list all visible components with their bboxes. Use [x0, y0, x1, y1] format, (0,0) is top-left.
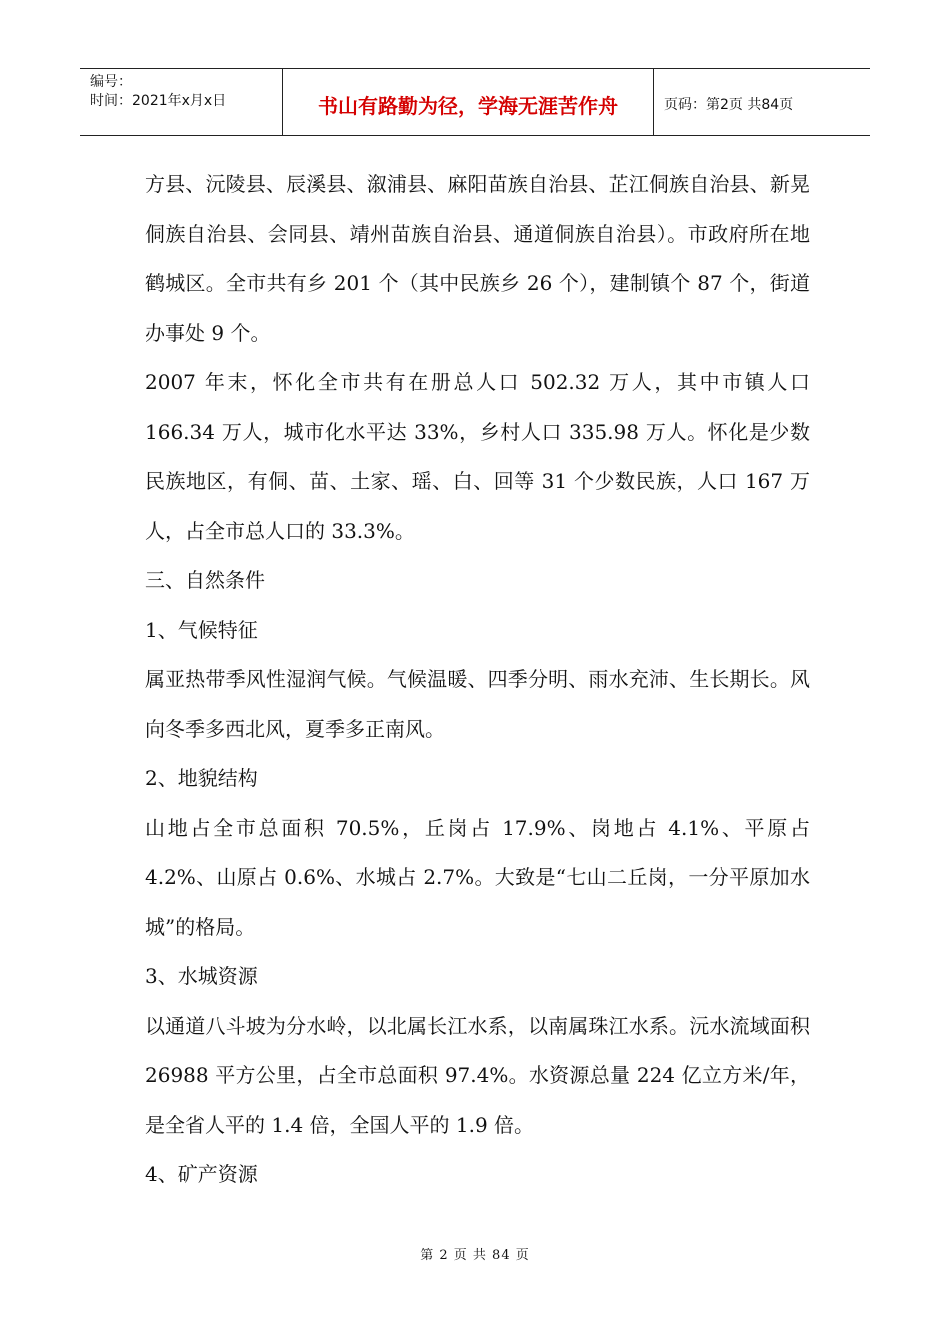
doc-date: 时间：2021年x月x日: [90, 93, 227, 109]
paragraph: 属亚热带季风性湿润气候。气候温暖、四季分明、雨水充沛、生长期长。风向冬季多西北风，夏季多正南风。: [145, 667, 810, 741]
header-motto: 书山有路勤为径，学海无涯苦作舟: [282, 69, 654, 135]
header-page-info: 页码：第2页 共84页: [664, 97, 794, 113]
paragraph: 以通道八斗坡为分水岭，以北属长江水系，以南属珠江水系。沅水流域面积 26988 平方公里，占全市总面积 97.4%。水资源总量 224 亿立方米/年，是全省人平的 1.4 倍，全国人平的 1.9 倍。: [145, 1013, 810, 1137]
paragraph: 方县、沅陵县、辰溪县、溆浦县、麻阳苗族自治县、芷江侗族自治县、新晃侗族自治县、会同县、靖州苗族自治县、通道侗族自治县）。市政府所在地鹤城区。全市共有乡 201 个（其中民族乡 26 个），建制镇个 87 个，街道办事处 9 个。: [145, 172, 810, 345]
section-heading: 三、自然条件: [145, 568, 265, 592]
doc-number-label: 编号：: [90, 74, 132, 90]
subsection-heading: 2、地貌结构: [145, 766, 258, 790]
page-footer: 第 2 页 共 84 页: [420, 1248, 530, 1263]
subsection-heading: 3、水城资源: [145, 964, 258, 988]
paragraph: 2007 年末，怀化全市共有在册总人口 502.32 万人，其中市镇人口 166.34 万人，城市化水平达 33%，乡村人口 335.98 万人。怀化是少数民族地区，有侗、苗、土家、瑶、白、回等 31 个少数民族，人口 167 万人，占全市总人口的 33.3%。: [145, 370, 810, 543]
header-meta: [80, 69, 282, 135]
document-body: [145, 160, 810, 1200]
paragraph: 山地占全市总面积 70.5%，丘岗占 17.9%、岗地占 4.1%、平原占 4.2%、山原占 0.6%、水城占 2.7%。大致是“七山二丘岗，一分平原加水城”的格局。: [145, 815, 810, 939]
page-header: [80, 68, 870, 136]
subsection-heading: 1、气候特征: [145, 617, 258, 642]
subsection-heading: 4、矿产资源: [145, 1162, 258, 1186]
